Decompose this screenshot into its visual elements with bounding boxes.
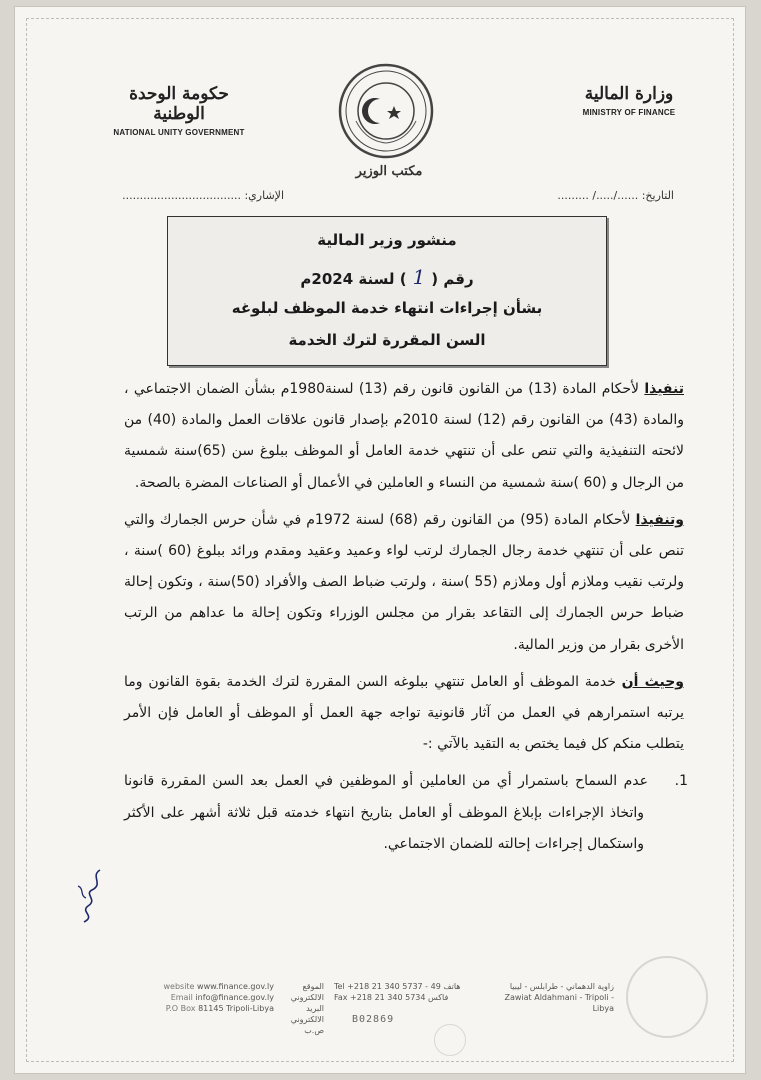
serial-number: B02869 (352, 1014, 395, 1025)
website: www.finance.gov.ly (197, 982, 274, 991)
paragraph-3-lead: وحيث أن (621, 673, 684, 690)
email-label: Email (170, 993, 193, 1002)
document-page (14, 6, 746, 1074)
circular-title: منشور وزير المالية (317, 231, 457, 249)
paragraph-2 (124, 505, 684, 661)
email: info@finance.gov.ly (195, 993, 274, 1002)
email-label-ar: البريد الالكتروني (290, 1004, 324, 1024)
ministry-name-en: MINISTRY OF FINANCE (582, 108, 676, 117)
paragraph-3-text: خدمة الموظف أو العامل تنتهي ببلوغه السن المقررة لترك الخدمة بقوة القانون وما يرتبه استمرارهم في العمل من آثار قانونية تواجه جهة العمل أو الموظف أو العامل فإن الأمر يتطلب منكم كل فيما يختص به التقيد بالآتي :- (124, 673, 684, 753)
list-item-1-number: 1. (674, 773, 688, 790)
list-item-1-text: عدم السماح باستمرار أي من العاملين أو الموظفين في العمل بعد السن المقررة قانونا واتخاذ الإجراءات بإبلاغ الموظف أو العامل بتاريخ انتهاء خدمته قبل ثلاثة أشهر على الأكثر واستكمال إجراءات إحالته للضمان الاجتماعي. (124, 773, 648, 852)
tel-label-ar: هاتف (443, 982, 461, 991)
circular-number-year: ) لسنة 2024م (300, 270, 407, 288)
paragraph-3 (124, 667, 684, 761)
fax: Fax +218 21 340 5734 (334, 993, 426, 1002)
libya-emblem-icon (336, 61, 436, 161)
header-ministry (559, 84, 699, 117)
tel: Tel +218 21 340 5737 - 49 (334, 982, 441, 991)
circular-subject-line2: السن المقررة لترك الخدمة (288, 331, 486, 349)
footer-address (484, 981, 614, 1014)
fax-label-ar: فاكس (428, 993, 449, 1002)
website-label-ar: الموقع الالكتروني (290, 982, 324, 1002)
circular-body (124, 374, 688, 860)
paragraph-2-lead: وتنفيذا (635, 511, 684, 528)
list-item-1 (124, 766, 688, 860)
ministry-name-ar: وزارة المالية (584, 84, 674, 104)
pobox-label-ar: ص.ب (304, 1026, 324, 1035)
circular-number (168, 265, 606, 289)
government-name-ar: حكومة الوحدة الوطنية (129, 84, 229, 124)
reference-field: الإشاري: .................................. (122, 189, 284, 202)
minister-office-signature: مكتب الوزير (355, 164, 423, 179)
date-field: التاريخ: ....../...../ ......... (557, 189, 674, 202)
pobox-label: P.O Box (165, 1004, 196, 1013)
circular-number-prefix: رقم ( (431, 270, 474, 288)
website-label: website (163, 982, 195, 991)
title-box (167, 216, 607, 366)
address-ar: زاوية الدهماني - طرابلس - ليبيا (509, 982, 614, 991)
footer-contacts (154, 981, 274, 1014)
footer-contacts-ar (284, 981, 324, 1036)
header-government (104, 84, 254, 137)
paragraph-1-lead: تنفيذا (644, 381, 684, 397)
handwritten-initials-icon (70, 866, 110, 926)
pobox: 81145 Tripoli-Libya (198, 1004, 274, 1013)
government-name-en: NATIONAL UNITY GOVERNMENT (113, 128, 245, 137)
footer-phones (334, 981, 474, 1003)
paragraph-2-text: لأحكام المادة (95) من القانون رقم (68) لسنة 1972م في شأن حرس الجمارك والتي تنص على أن تنتهي خدمة رجال الجمارك لرتب لواء وعميد وعقيد ومقدم ورائد ببلوغ (60 )سنة ، ولرتب نقيب وملازم أول وملازم (55 )سنة ، ولرتب ضباط الصف والأفراد (50)سنة ، وتكون إحالة ضباط حرس الجمارك إلى التقاعد بقرار من مجلس الوزراء وتكون إحالة ما عداهم من الرتب الأخرى بقرار من وزير المالية. (124, 511, 684, 653)
faint-seal (434, 1024, 466, 1056)
circular-subject-line1: بشأن إجراءات انتهاء خدمة الموظف لبلوغه (231, 299, 543, 317)
circular-number-handwritten: 1 (412, 265, 426, 289)
address-en: Zawiat Aldahmani - Tripoli - Libya (504, 993, 614, 1013)
paragraph-1-text: لأحكام المادة (13) من القانون قانون رقم (13) لسنة1980م بشأن الضمان الاجتماعي ، والمادة (43) من القانون رقم (12) لسنة 2010م بإصدار قانون علاقات العمل والمادة (40) من لائحته التنفيذية والتي تنص على أن تنتهي خدمة العامل أو الموظف ببلوغ سن (65)سنة شمسية من الرجال و (60 )سنة شمسية من النساء و العاملين في الأعمال أو الصناعات المضرة بالصحة. (124, 381, 684, 491)
paragraph-1 (124, 374, 684, 499)
